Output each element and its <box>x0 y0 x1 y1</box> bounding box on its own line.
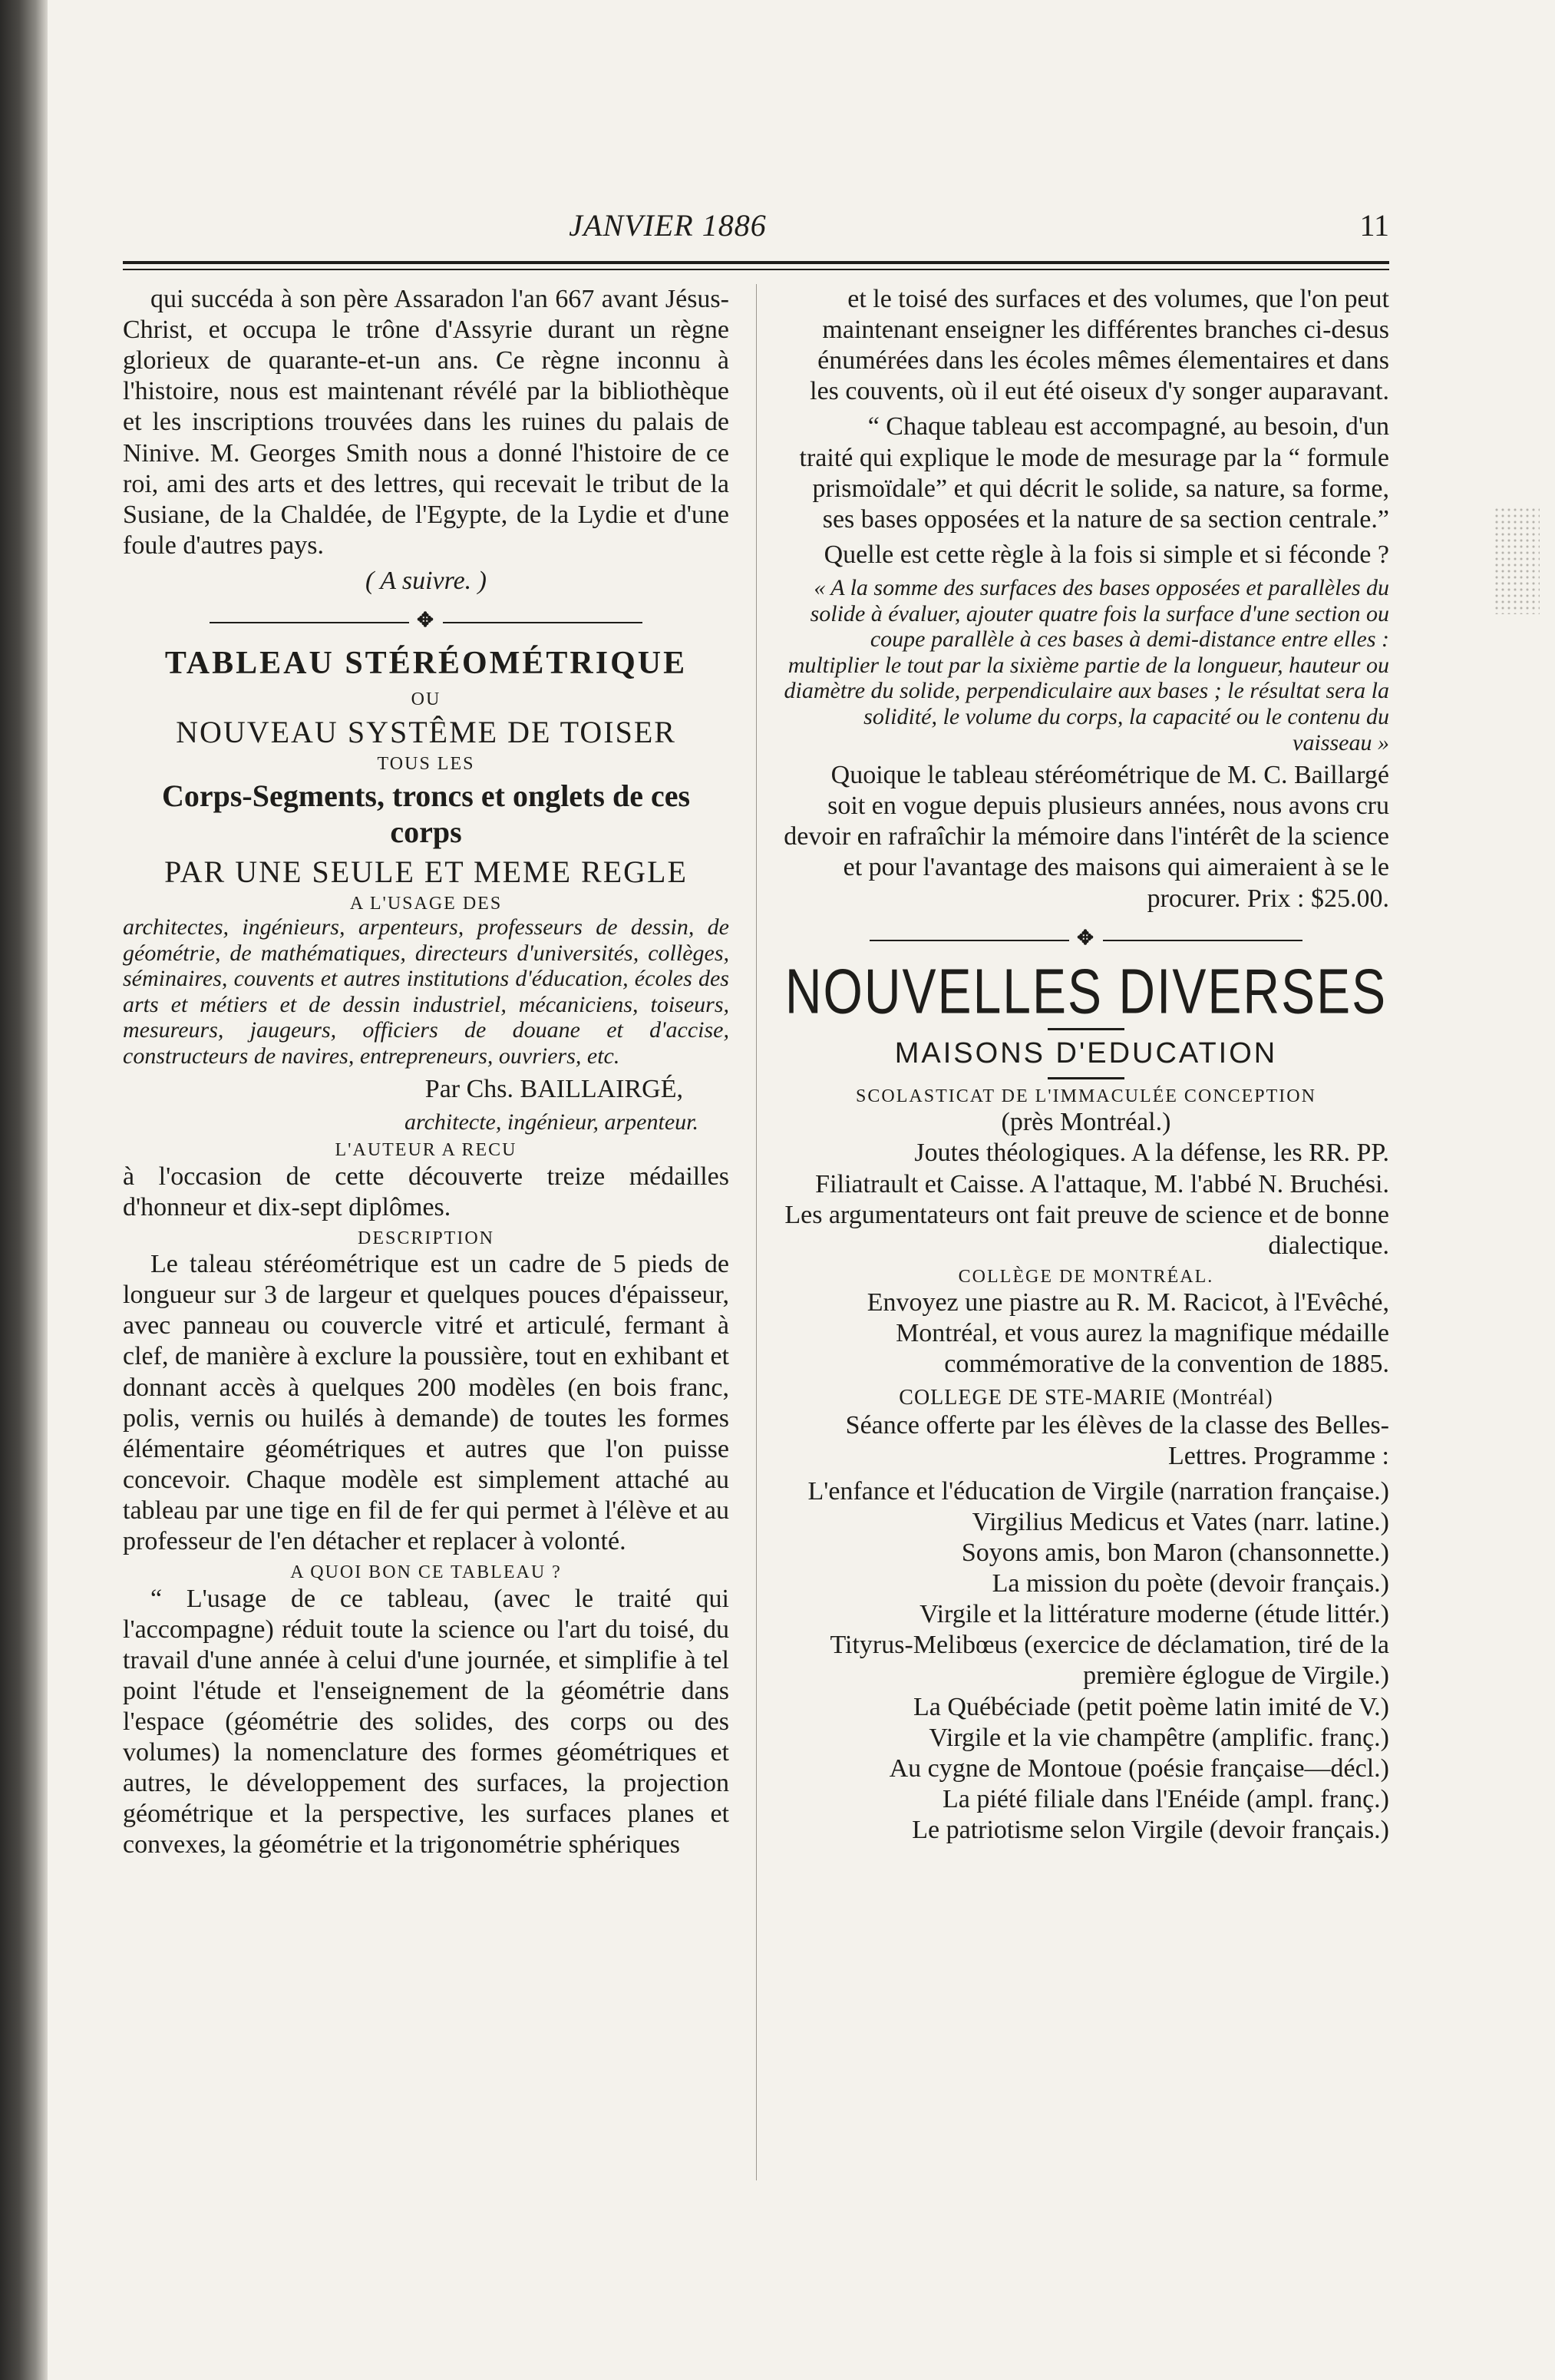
program-list <box>783 1476 1389 1846</box>
program-item: Le patriotisme selon Virgile (devoir français.) <box>912 1816 1389 1845</box>
news-section-divider <box>1048 1077 1124 1079</box>
header-rule-thin <box>123 269 1389 270</box>
article-title: TABLEAU STÉRÉOMÉTRIQUE <box>164 645 688 681</box>
a-suivre: ( A suivre. ) <box>365 566 487 595</box>
journal-page <box>123 200 1389 2196</box>
question-paragraph: Quelle est cette règle à la fois si simple et si féconde ? <box>824 540 1389 569</box>
rule-quote: « A la somme des surfaces des bases opposées et parallèles du solide à évaluer, ajouter quatre fois la surface d'une section ou coupe parallèle à ces bases à demi-distance entre elles : multiplier le tout par la sixième partie de la longueur, hauteur ou diamètre du solide, perpendiculaire aux bases ; le résultat sera la solidité, le volume du corps, la capacité ou le contenu du vaisseau » <box>784 574 1389 755</box>
scolasticat-location: (près Montréal.) <box>1001 1108 1171 1137</box>
page-number: 11 <box>1359 208 1389 243</box>
ste-marie-heading: COLLEGE DE STE-MARIE (Montréal) <box>899 1385 1273 1410</box>
received-text: à l'occasion de cette découverte treize médailles d'honneur et dix-sept diplômes. <box>123 1162 729 1221</box>
continuation-paragraph: et le toisé des surfaces et des volumes, que l'on peut maintenant enseigner les différentes branches ci-desus énumérées dans les écoles mêmes élementaires et dans les couvents, où il eut été oiseux d'y songer auparavant. <box>810 285 1389 406</box>
news-section: MAISONS D'EDUCATION <box>894 1037 1278 1070</box>
intro-paragraph: qui succéda à son père Assaradon l'an 667 avant Jésus-Christ, et occupa le trône d'Assyrie durant un règne glorieux de quarante-et-un ans. Ce règne inconnu à l'histoire, nous est maintenant révélé par la bibliothèque et les inscriptions trouvées dans les ruines du palais de Ninive. M. Georges Smith nous a donné l'histoire de ce roi, ami des arts et des lettres, qui recevait le tribut de la Susiane, de la Chaldée, de l'Egypte, de la Lydie et d'une foule d'autres pays. <box>123 285 729 560</box>
ornament-divider-right: ✥ <box>783 927 1389 950</box>
ste-marie-intro: Séance offerte par les élèves de la classe des Belles-Lettres. Programme : <box>845 1410 1389 1470</box>
program-item: Tityrus-Melibœus (exercice de déclamation, tiré de la première églogue de Virgile.) <box>830 1631 1389 1691</box>
program-item: Virgilius Medicus et Vates (narr. latine.) <box>972 1507 1389 1536</box>
program-item: La Québéciade (petit poème latin imité de V.) <box>913 1692 1389 1721</box>
header-rule <box>123 261 1389 264</box>
scolasticat-heading: SCOLASTICAT DE L'IMMACULÉE CONCEPTION <box>856 1086 1316 1107</box>
margin-smudge <box>1494 507 1540 614</box>
program-item: La mission du poète (devoir français.) <box>992 1569 1389 1598</box>
description-text: Le taleau stéréométrique est un cadre de 5 pieds de longueur sur 3 de largeur et quelques pouces d'épaisseur, avec panneau ou couvercle vitré et articulé, fermant à clef, de manière à exclure la poussière, tout en exhibant et donnant accès à quelques 200 modèles (en bois franc, polis, vernis ou huilés à demande) de toutes les formes élémentaire géométriques et autres que l'on puisse concevoir. Chaque modèle est simplement attaché au tableau par une tige en fil de fer qui permet à l'élève et au professeur de l'en détacher et replacer à volonté. <box>123 1250 729 1556</box>
program-item: Soyons amis, bon Maron (chansonnette.) <box>961 1539 1389 1568</box>
program-item: L'enfance et l'éducation de Virgile (narration française.) <box>807 1476 1389 1506</box>
program-item: Virgile et la littérature moderne (étude littér.) <box>919 1600 1389 1629</box>
article-rule: PAR UNE SEULE ET MEME REGLE <box>164 854 688 889</box>
purpose-text: “ L'usage de ce tableau, (avec le traité qui l'accompagne) réduit toute la science ou l'art du toisé, du travail d'une année à celui d'une journée, et simplifie à tel point l'étude et l'enseignement de la géométrie dans l'espace (géométrie des solides, des corps ou des volumes) la nomenclature des formes géométriques et autres, le développement des surfaces, la projection géométrique et la perspective, les surfaces planes et convexes, la géométrie et la trigonométrie sphériques <box>123 1584 729 1859</box>
right-column <box>783 284 1389 1846</box>
program-item: Virgile et la vie champêtre (amplific. franç.) <box>929 1723 1389 1752</box>
description-heading: DESCRIPTION <box>357 1228 494 1248</box>
purpose-heading: A QUOI BON CE TABLEAU ? <box>290 1562 562 1583</box>
program-item: La piété filiale dans l'Enéide (ampl. franç.) <box>943 1784 1389 1813</box>
article-subtitle: NOUVEAU SYSTÊME DE TOISER <box>176 714 676 749</box>
author-line: Par Chs. BAILLAIRGÉ, <box>424 1074 683 1103</box>
running-title: JANVIER 1886 <box>569 208 767 243</box>
binding-edge <box>0 0 48 2380</box>
article-tous-les: TOUS LES <box>377 753 475 774</box>
author-title: architecte, ingénieur, arpenteur. <box>404 1109 698 1135</box>
received-heading: L'AUTEUR A RECU <box>335 1140 517 1161</box>
left-column <box>123 284 729 1866</box>
article-ou: OU <box>411 689 441 710</box>
closing-paragraph: Quoique le tableau stéréométrique de M. C. Baillargé soit en vogue depuis plusieurs années, nous avons cru devoir en rafraîchir la mémoire dans l'intérêt de la science et pour l'avantage des maisons qui aimeraient à se le procurer. Prix : $25.00. <box>784 761 1389 913</box>
montreal-text: Envoyez une piastre au R. M. Racicot, à l'Evêché, Montréal, et vous aurez la magnifique médaille commémorative de la convention de 1885. <box>867 1288 1389 1379</box>
scolasticat-text: Joutes théologiques. A la défense, les RR. PP. Filiatrault et Caisse. A l'attaque, M. l'abbé N. Bruchési. Les argumentateurs ont fait preuve de science et de bonne dialectique. <box>784 1139 1389 1260</box>
ornament-divider: ✥ <box>123 609 729 633</box>
accompany-paragraph: “ Chaque tableau est accompagné, au besoin, d'un traité qui explique le mode de mesurage par la “ formule prismoïdale” et qui décrit le solide, sa nature, sa forme, ses bases opposées et la nature de sa section centrale.” <box>799 412 1389 534</box>
article-subject: Corps-Segments, troncs et onglets de ces corps <box>161 778 691 850</box>
program-item: Au cygne de Montoue (poésie française—décl.) <box>889 1754 1389 1783</box>
news-title: NOUVELLES DIVERSES <box>784 955 1388 1027</box>
page-header <box>123 200 1389 261</box>
column-separator <box>756 284 757 2180</box>
dedication-text: architectes, ingénieurs, arpenteurs, professeurs de dessin, de géométrie, de mathématiques, directeurs d'universités, collèges, séminaires, couvents et autres institutions d'éducation, écoles des arts et métiers et de dessin industriel, mécaniciens, toiseurs, mesureurs, jaugeurs, officiers de douane et d'accise, constructeurs de navires, entrepreneurs, ouvriers, etc. <box>123 914 729 1069</box>
montreal-heading: COLLÈGE DE MONTRÉAL. <box>958 1266 1214 1287</box>
dedication-heading: A L'USAGE DES <box>349 893 503 914</box>
